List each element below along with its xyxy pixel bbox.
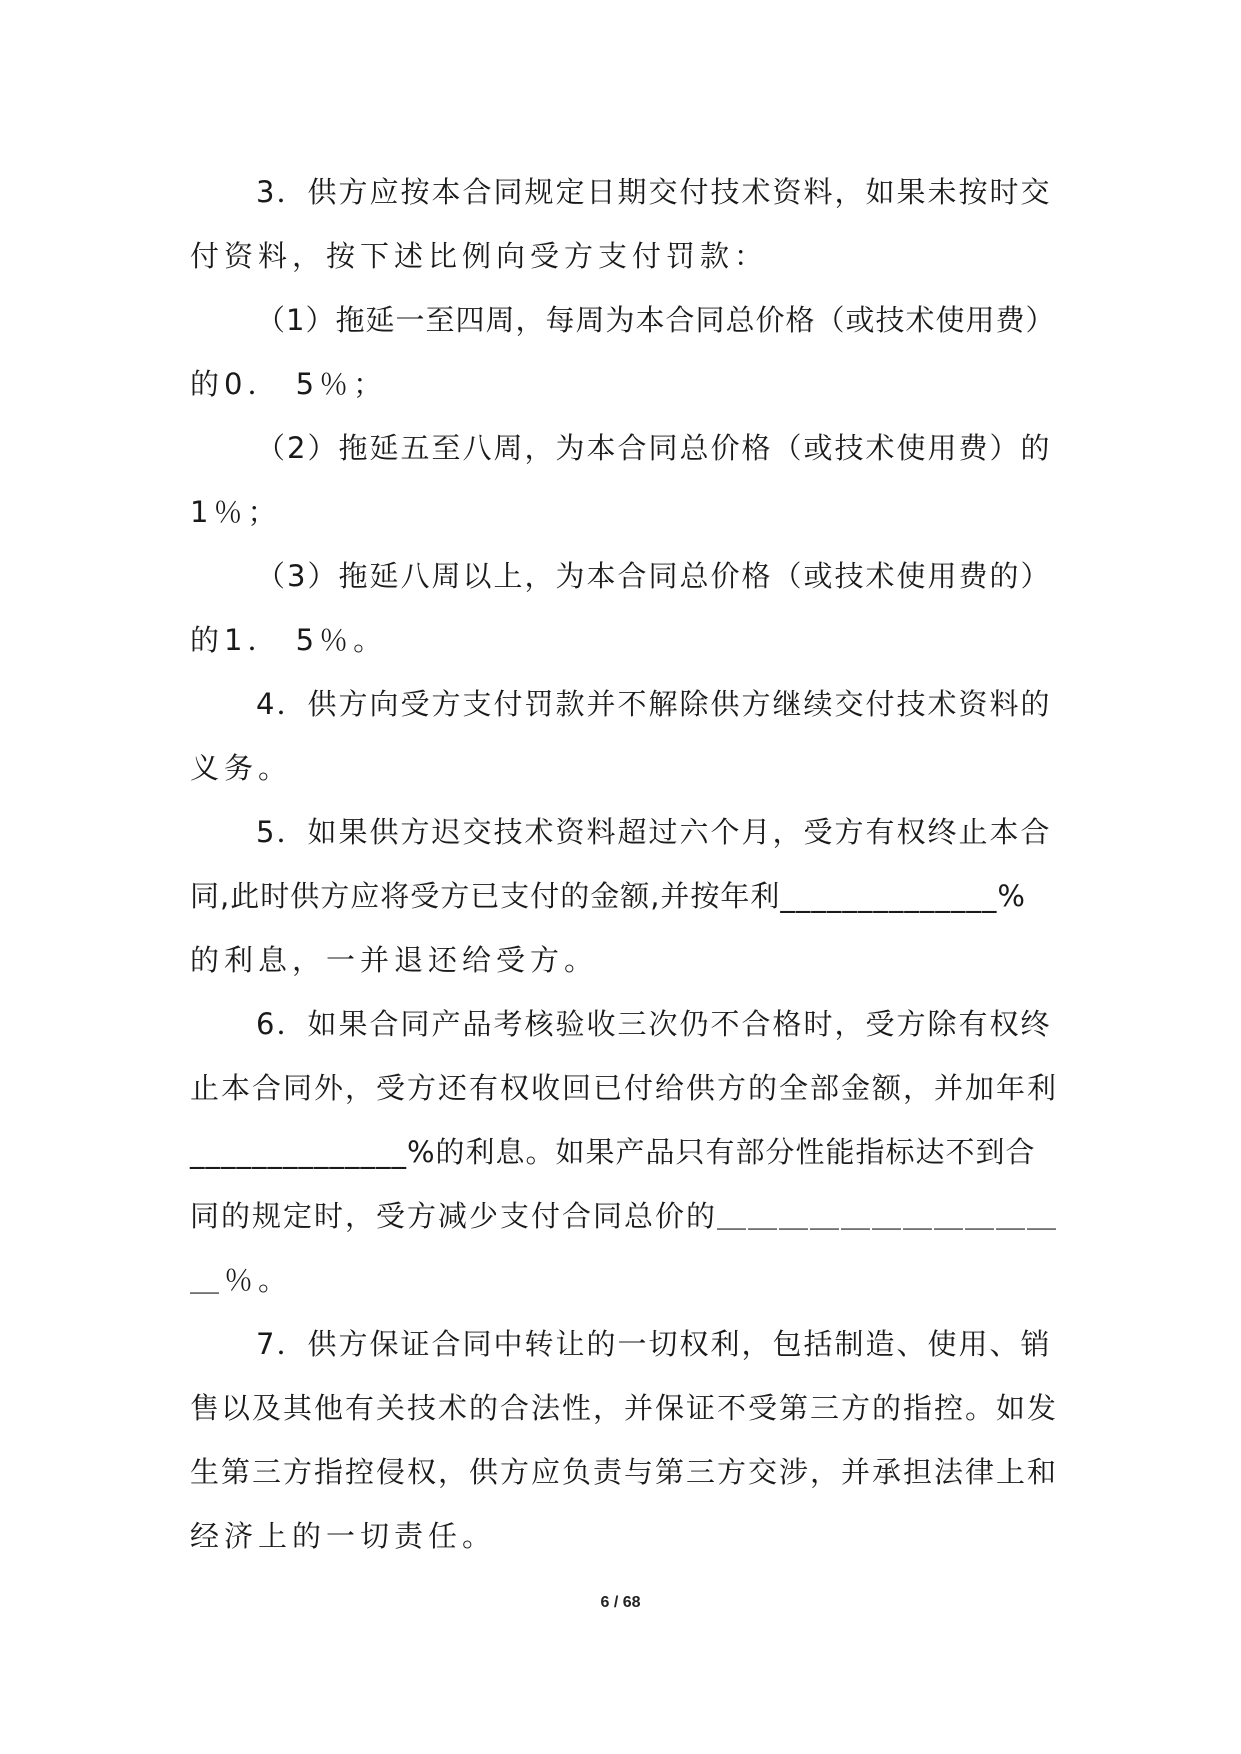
text-line: 售以及其他有关技术的合法性，并保证不受第三方的指控。如发	[190, 1391, 1059, 1425]
text-line: 3．供方应按本合同规定日期交付技术资料，如果未按时交	[256, 175, 1052, 209]
text-line: 的1． 5％。	[190, 623, 388, 657]
text-line: 同的规定时，受方减少支付合同总价的＿＿＿＿＿＿＿＿＿＿＿	[190, 1199, 1059, 1233]
text-line: 1％；	[190, 495, 282, 529]
text-line: 6．如果合同产品考核验收三次仍不合格时，受方除有权终	[256, 1007, 1052, 1041]
text-line: 止本合同外，受方还有权收回已付给供方的全部金额，并加年利	[190, 1071, 1059, 1105]
text-line: 的0． 5％；	[190, 367, 388, 401]
text-line: 的利息，一并退还给受方。	[190, 943, 599, 977]
text-line: 7．供方保证合同中转让的一切权利，包括制造、使用、销	[256, 1327, 1052, 1361]
text-line: ______________%的利息。如果产品只有部分性能指标达不到合	[190, 1135, 1036, 1169]
text-line: （3）拖延八周以上，为本合同总价格（或技术使用费的）	[256, 559, 1052, 593]
text-line: 经济上的一切责任。	[190, 1519, 497, 1553]
text-line: （1）拖延一至四周，每周为本合同总价格（或技术使用费）	[256, 303, 1056, 337]
text-line: ＿％。	[190, 1263, 293, 1297]
page-number: 6 / 68	[600, 1594, 641, 1611]
text-line: 付资料，按下述比例向受方支付罚款：	[190, 239, 769, 273]
text-line: 生第三方指控侵权，供方应负责与第三方交涉，并承担法律上和	[190, 1455, 1059, 1489]
text-line: 4．供方向受方支付罚款并不解除供方继续交付技术资料的	[256, 687, 1052, 721]
text-line: （2）拖延五至八周，为本合同总价格（或技术使用费）的	[256, 431, 1052, 465]
text-line: 5．如果供方迟交技术资料超过六个月，受方有权终止本合	[256, 815, 1052, 849]
text-line: 义务。	[190, 751, 293, 785]
text-line: 同,此时供方应将受方已支付的金额,并按年利______________%	[190, 879, 1026, 913]
document-body	[190, 160, 1060, 1568]
